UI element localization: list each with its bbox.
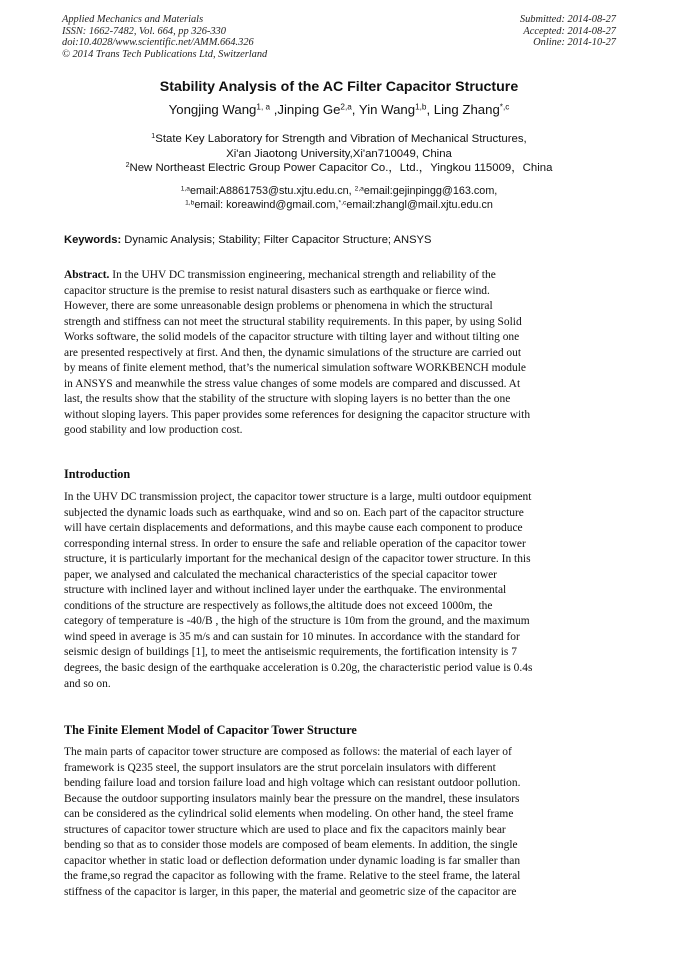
email: email:A8861753@stu.xjtu.edu.cn,: [189, 185, 355, 197]
affiliation-text: State Key Laboratory for Strength and Vibration of Mechanical Structures,: [155, 133, 527, 145]
section-body-introduction: [64, 490, 615, 692]
author-sep: ,: [426, 102, 434, 117]
affiliation-1-cont: Xi'an Jiaotong University,Xi'an710049, China: [226, 147, 452, 160]
copyright-line: © 2014 Trans Tech Publications Ltd, Switzerland: [62, 48, 268, 60]
author-list: [0, 102, 678, 117]
body-line: structure with inclined layer and without inclined layer under the earthquake. The environmental: [64, 584, 507, 597]
affiliation-2: [0, 161, 678, 176]
abstract-text: In the UHV DC transmission engineering, mechanical strength and reliability of the: [109, 269, 496, 281]
abstract-line: without sloping layers. This paper provides some references for designing the capacitor structure with: [64, 408, 531, 421]
online-date: Online: 2014-10-27: [533, 37, 616, 49]
keywords: [64, 234, 624, 246]
author-name: Jinping Ge: [277, 102, 341, 117]
affiliation-1: [0, 132, 678, 147]
abstract-line: are presented respectively at first. And then, the dynamic simulations of the structure are carried out: [64, 346, 522, 359]
section-heading-fem-model: The Finite Element Model of Capacitor Tower Structure: [64, 723, 357, 737]
affiliation-text: New Northeast Electric Group Power Capacitor Co.，Ltd.，Yingkou 115009，China: [129, 162, 553, 175]
abstract: [64, 268, 615, 439]
body-line: bending failure load and torsion failure load and high voltage which can resistant outdoor pollution.: [64, 777, 521, 790]
body-line: category of temperature is -40/B , the high of the structure is 10m from the ground, and the maximum: [64, 615, 530, 628]
email-list: [0, 184, 678, 212]
body-line: Because the outdoor supporting insulators mainly bear the pressure on the mandrel, these insulators: [64, 792, 520, 805]
author-name: Yongjing Wang: [168, 102, 257, 117]
abstract-line: capacitor structure is the premise to resist natural disasters such as earthquake or fierce wind.: [64, 284, 490, 297]
body-line: structure, it is particularly important for the mechanical design of the capacitor tower structure. In this: [64, 553, 531, 566]
author-sep: ,: [351, 102, 359, 117]
author-sup: 2,a: [340, 102, 352, 112]
body-line: paper, we analysed and calculated the mechanical characteristics of the special capacitor tower: [64, 568, 497, 581]
abstract-line: in ANSYS and meanwhile the stress value changes of some models are compared and discussed. At: [64, 377, 521, 390]
author-sup: 1,b: [415, 102, 427, 112]
author-sup: 1, a: [256, 102, 271, 112]
email-line: [0, 184, 678, 198]
body-line: structures of capacitor tower structure which are used to place and fix the capacitors mainly bear: [64, 823, 506, 836]
email: email:zhangl@mail.xjtu.edu.cn: [346, 199, 493, 212]
body-line: will have certain displacements and deformations, and this maybe cause each component to produce: [64, 522, 523, 535]
body-line: and so on.: [64, 677, 111, 690]
issn-line: ISSN: 1662-7482, Vol. 664, pp 326-330: [62, 25, 226, 37]
abstract-label: Abstract.: [64, 269, 110, 281]
body-line: stiffness of the capacitor is larger, in this paper, the material and geometric size of the capacitor are: [64, 885, 517, 898]
body-line: In the UHV DC transmission project, the capacitor tower structure is a large, multi outdoor equipment: [64, 491, 532, 503]
abstract-line: strength and stiffness can not meet the structural stability requirements. In this paper, by using Solid: [64, 315, 522, 328]
affiliations: [0, 132, 678, 176]
journal-header-left: [62, 14, 267, 60]
body-line: can be considered as the cylindrical solid elements when modeling. On other hand, the steel frame: [64, 808, 514, 821]
body-line: conditions of the structure are respectively as follows,the altitude does not exceed 1000m, the: [64, 599, 493, 612]
abstract-line: [64, 268, 615, 284]
keywords-text: Dynamic Analysis; Stability; Filter Capacitor Structure; ANSYS: [121, 234, 432, 246]
abstract-line: last, the results show that the stability of the structure with sloping layers is no better than the one: [64, 393, 511, 406]
abstract-line: good stability and low production cost.: [64, 424, 243, 437]
abstract-line: However, there are some unreasonable design problems or phenomena in which the structural: [64, 300, 493, 313]
keywords-label: Keywords:: [64, 234, 122, 246]
affiliation-sup: 2: [125, 162, 130, 170]
email-sup: 1,b: [185, 199, 195, 207]
section-body-fem-model: [64, 745, 615, 900]
body-line: seismic design of buildings [1], to meet the antiseismic requirements, the fortification intensity is 7: [64, 646, 517, 659]
abstract-line: Works software, the solid models of the capacitor structure with tilting layer and without tilting one: [64, 331, 520, 344]
author-name: Yin Wang: [358, 102, 416, 117]
doi-line: doi:10.4028/www.scientific.net/AMM.664.326: [62, 37, 254, 49]
abstract-line: by means of finite element method, that’s the numerical simulation software WORKBENCH module: [64, 362, 526, 375]
affiliation-sup: 1: [151, 133, 156, 141]
body-line: degrees, the basic design of the earthquake acceleration is 0.20g, the characteristic period value is 0.4s: [64, 662, 533, 675]
body-line: the frame,so regrad the capacitor as following with the frame. Relative to the steel frame, the lateral: [64, 870, 521, 883]
paper-title: Stability Analysis of the AC Filter Capacitor Structure: [159, 79, 519, 95]
body-line: bending so that as to consider those models are composed of beam elements. In addition, the single: [64, 839, 518, 852]
author-name: Ling Zhang: [433, 102, 500, 117]
body-line: subjected the dynamic loads such as earthquake, wind and so on. Each part of the capacitor structure: [64, 506, 524, 519]
body-line: framework is Q235 steel, the support insulators are the strut porcelain insulators with different: [64, 761, 496, 774]
section-heading-introduction: Introduction: [64, 467, 131, 481]
email-sup: 1,a: [180, 185, 190, 193]
body-line: wind speed in average is 35 m/s and can sustain for 10 minutes. In accordance with the standard for: [64, 630, 520, 643]
journal-header-right: [520, 14, 616, 49]
email: email: koreawind@gmail.com,: [194, 199, 339, 212]
body-line: corresponding internal stress. In order to ensure the safe and reliable operation of the capacitor tower: [64, 537, 526, 550]
accepted-date: Accepted: 2014-08-27: [523, 25, 616, 37]
author-sup: *,c: [499, 102, 510, 112]
body-line: The main parts of capacitor tower structure are composed as follows: the material of each layer of: [64, 746, 512, 758]
author-sep: ,: [270, 102, 278, 117]
email: email:gejinpingg@163.com,: [363, 185, 498, 197]
journal-name: Applied Mechanics and Materials: [62, 14, 204, 25]
email-sup: 2,a: [354, 185, 364, 193]
email-line: [0, 198, 678, 212]
body-line: capacitor whether in static load or deflection deformation under dynamic loading is far smaller than: [64, 854, 521, 867]
email-sup: *,c: [338, 199, 347, 207]
submitted-date: Submitted: 2014-08-27: [519, 14, 616, 25]
